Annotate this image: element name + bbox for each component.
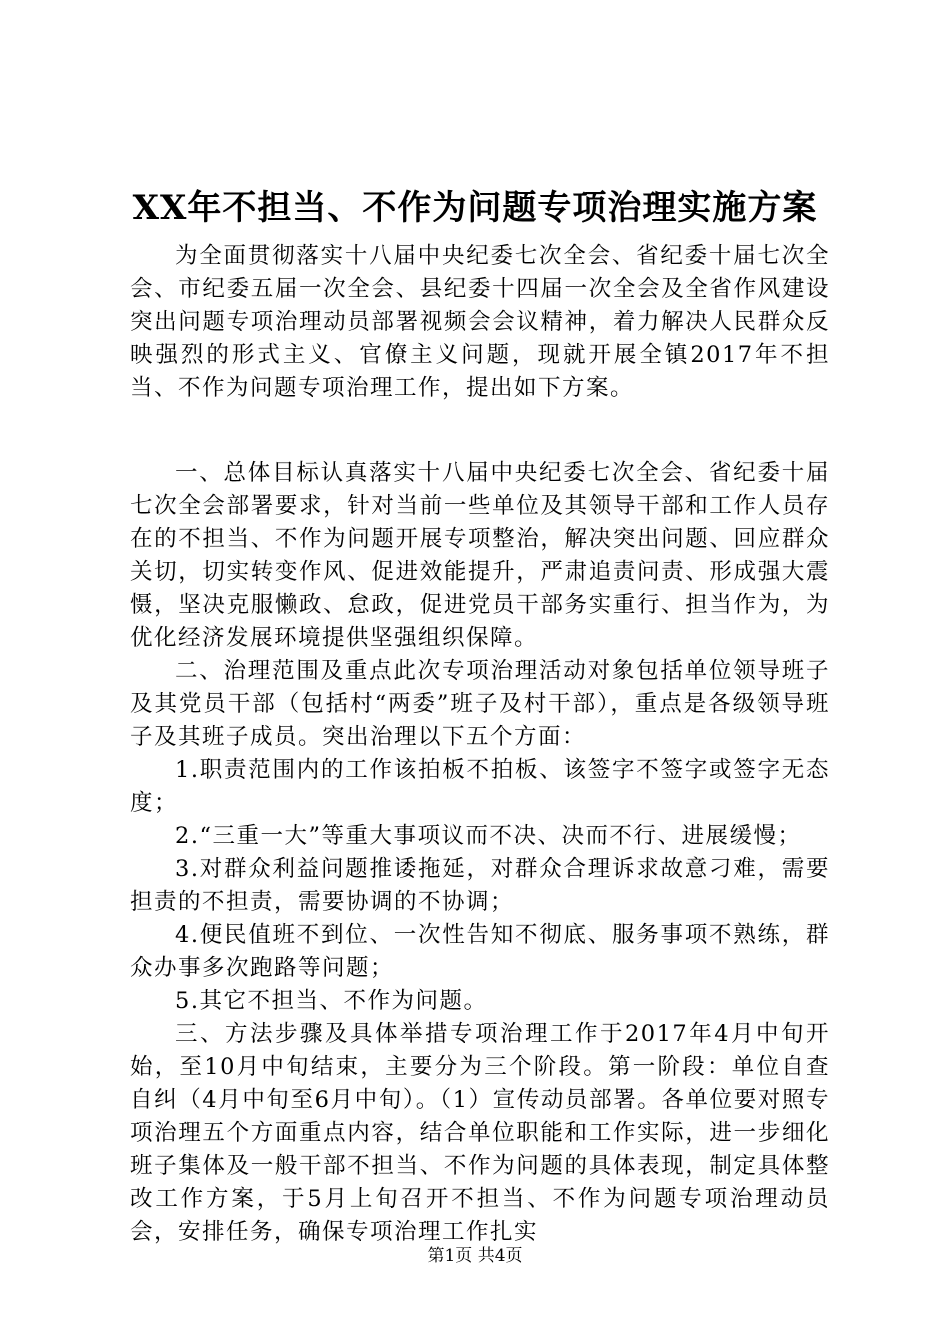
page-footer: 第1页 共4页: [427, 1246, 523, 1266]
list-item-3: 3.对群众利益问题推诿拖延，对群众合理诉求故意刁难，需要担责的不担责，需要协调的不协调；: [130, 856, 830, 915]
document-title: XX年不担当、不作为问题专项治理实施方案: [132, 188, 818, 228]
list-item-5: 5.其它不担当、不作为问题。: [175, 988, 488, 1014]
list-item-1: 1.职责范围内的工作该拍板不拍板、该签字不签字或签字无态度；: [130, 757, 830, 816]
paragraph-section-3: 三、方法步骤及具体举措专项治理工作于2017年4月中旬开始，至10月中旬结束，主要分为三个阶段。第一阶段：单位自查自纠（4月中旬至6月中旬）。（1）宣传动员部署。各单位要对照专项治理五个方面重点内容，结合单位职能和工作实际，进一步细化班子集体及一般干部不担当、不作为问题的具体表现，制定具体整改工作方案，于5月上旬召开不担当、不作为问题专项治理动员会，安排任务，确保专项治理工作扎实: [130, 1021, 830, 1245]
list-item-2: 2.“三重一大”等重大事项议而不决、决而不行、进展缓慢；: [175, 823, 802, 849]
paragraph-section-1: 一、总体目标认真落实十八届中央纪委七次全会、省纪委十届七次全会部署要求，针对当前一些单位及其领导干部和工作人员存在的不担当、不作为问题开展专项整治，解决突出问题、回应群众关切，切实转变作风、促进效能提升，严肃追责问责、形成强大震慑，坚决克服懒政、怠政，促进党员干部务实重行、担当作为，为优化经济发展环境提供坚强组织保障。: [130, 460, 830, 651]
document-body: [130, 240, 830, 1249]
list-item-4: 4.便民值班不到位、一次性告知不彻底、服务事项不熟练，群众办事多次跑路等问题；: [130, 922, 830, 981]
paragraph-intro: 为全面贯彻落实十八届中央纪委七次全会、省纪委十届七次全会、市纪委五届一次全会、县纪委十四届一次全会及全省作风建设突出问题专项治理动员部署视频会会议精神，着力解决人民群众反映强烈的形式主义、官僚主义问题，现就开展全镇2017年不担当、不作为问题专项治理工作，提出如下方案。: [130, 243, 830, 401]
paragraph-section-2: 二、治理范围及重点此次专项治理活动对象包括单位领导班子及其党员干部（包括村“两委”班子及村干部），重点是各级领导班子及其班子成员。突出治理以下五个方面：: [130, 658, 830, 750]
